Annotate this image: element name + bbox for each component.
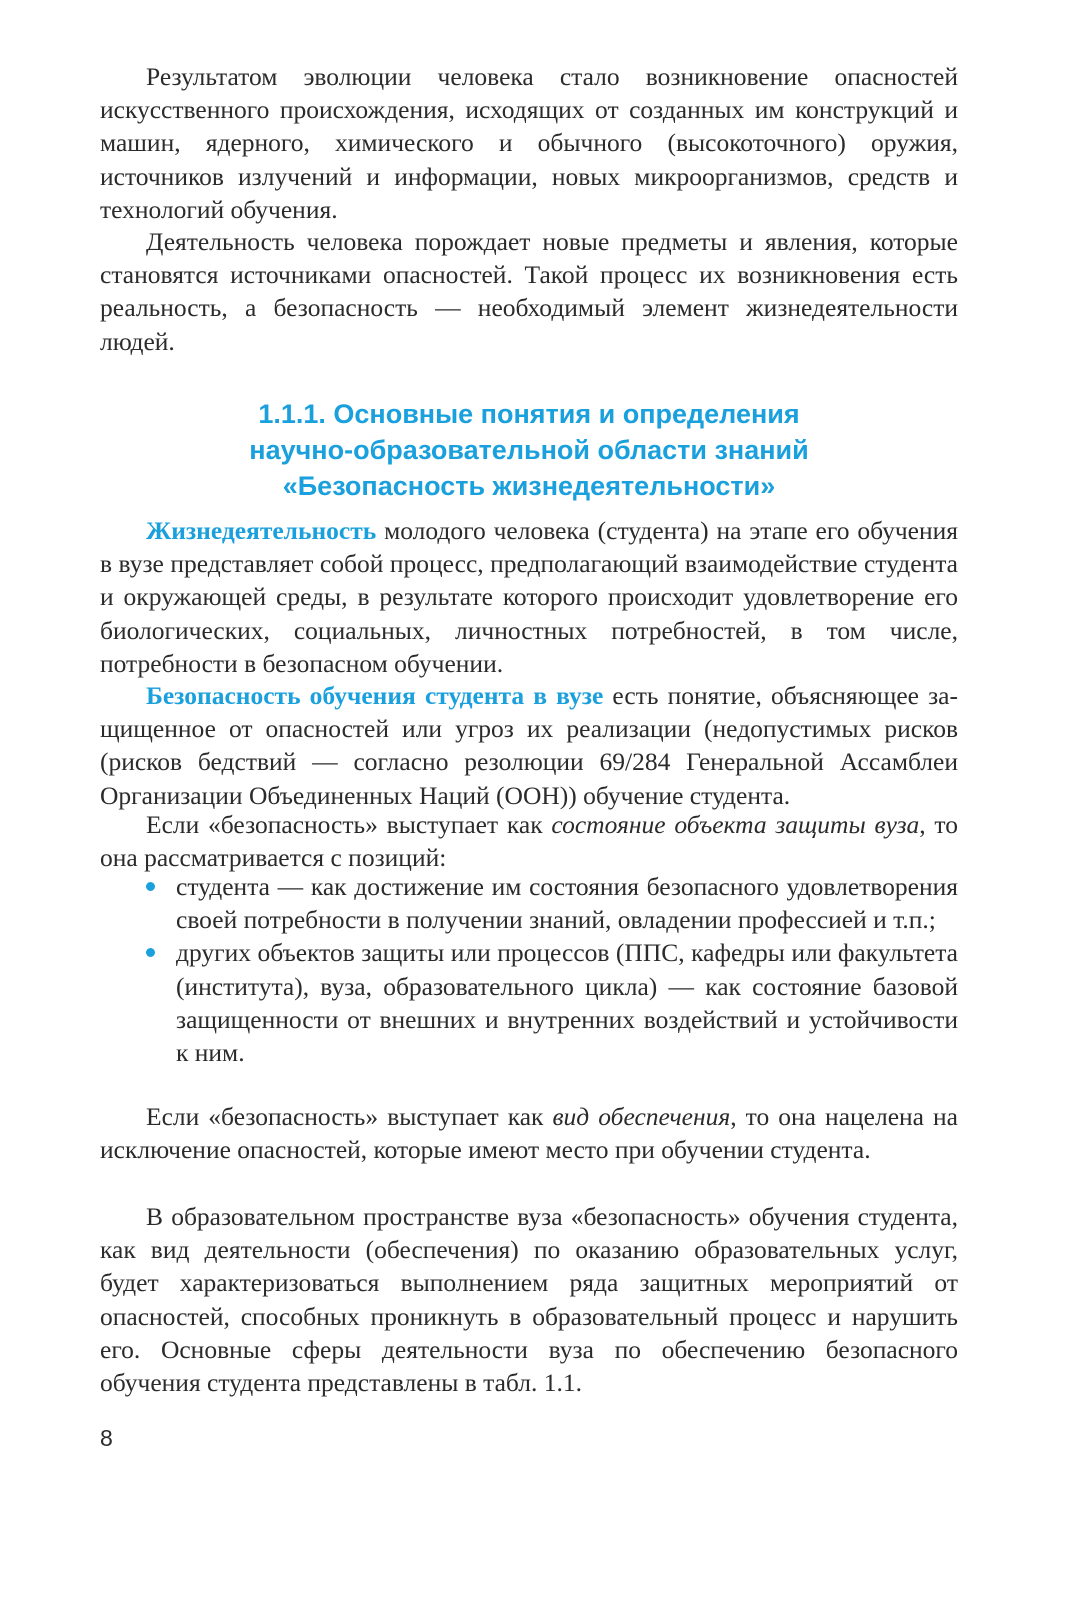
list-item <box>100 936 958 1069</box>
paragraph-safety-as-state <box>100 808 958 874</box>
paragraph-safety-as-provision <box>100 1100 958 1166</box>
intro-paragraph-1: Результатом эволюции человека стало возникновение опасностей искусственного происхождения, исходящих от созданных им конструкций и машин, ядерного, химического и обычного (высокоточного) оружия, источников излучений и информации, новых микрооргaнизмов, средств и технологий обучения. <box>100 62 958 224</box>
positions-list <box>100 870 958 1069</box>
definition-learning-safety-text: есть понятие, объясняющее защищенное от опасностей или угроз их реализации (недопустимых рисков (рисков бедствий — согласно резолюции 69/284 Генеральной Ассамблеи Организации Объединенных Наций (ООН)) обучение студента. <box>100 681 958 810</box>
page-number: 8 <box>100 1425 113 1451</box>
safety-state-italic: состояние объекта защиты вуза <box>551 810 920 839</box>
bullet-icon <box>146 948 155 957</box>
list-item-text: других объектов защиты или процессов (ППС, кафедры или факультета (института), вуза, образовательного цикла) — как состояние базовой защищенности от внешних и внутренних воздействий и устойчивости к ним. <box>176 938 958 1068</box>
term-life-activity: Жизнедеятельность <box>146 516 377 545</box>
term-learning-safety: Безопасность обучения студента в вузе <box>146 681 604 710</box>
safety-provision-text-end: , то она нацелена на исключение опасностей, которые имеют место при обучении студента. <box>100 1102 958 1165</box>
list-item-text: студента — как достижение им состояния безопасного удовлетворения своей потребности в получении знаний, овладении профессией и т.п.; <box>176 872 958 935</box>
paragraph-educational-space: В образовательном пространстве вуза «безопасность» обучения студента, как вид деятельности (обеспечения) по оказанию образовательных услуг, будет характеризоваться выполнением ряда защитных мероприятий от опасностей, способных проникнуть в образовательный процесс и нарушить его. Основные сферы деятельности вуза по обеспечению безопасного обучения студента представлены в табл. 1.1. <box>100 1202 958 1398</box>
definition-learning-safety <box>100 679 958 812</box>
section-heading-line-2: научно-образовательной области знаний <box>249 435 809 465</box>
list-item <box>100 870 958 936</box>
safety-state-text-end: , то она рассматривается с позиций: <box>100 810 958 873</box>
definition-life-activity-text: молодого человека (студента) на этапе его обучения в вузе представляет собой процесс, предполагающий взаимодействие студента и окружающей среды, в результате которого происходит удовлетворение его биологических, социальных, личностных потребностей, в том числе, потребности в безопасном обучении. <box>100 516 958 678</box>
safety-provision-text-start: Если «безопасность» выступает как <box>146 1102 553 1131</box>
safety-state-text-start: Если «безопасность» выступает как <box>146 810 552 839</box>
section-heading-line-3: «Безопасность жизнедеятельности» <box>282 471 776 501</box>
bullet-icon <box>146 882 155 891</box>
safety-provision-italic: вид обеспечения <box>552 1102 731 1131</box>
definition-life-activity <box>100 514 958 680</box>
section-heading <box>100 396 958 504</box>
section-heading-line-1: 1.1.1. Основные понятия и определения <box>258 399 800 429</box>
intro-paragraph-2: Деятельность человека порождает новые предметы и явления, которые становятся источниками опасностей. Такой процесс их возникновения есть реальность, а безопасность — необходимый элемент жизнедеятельности людей. <box>100 227 958 356</box>
